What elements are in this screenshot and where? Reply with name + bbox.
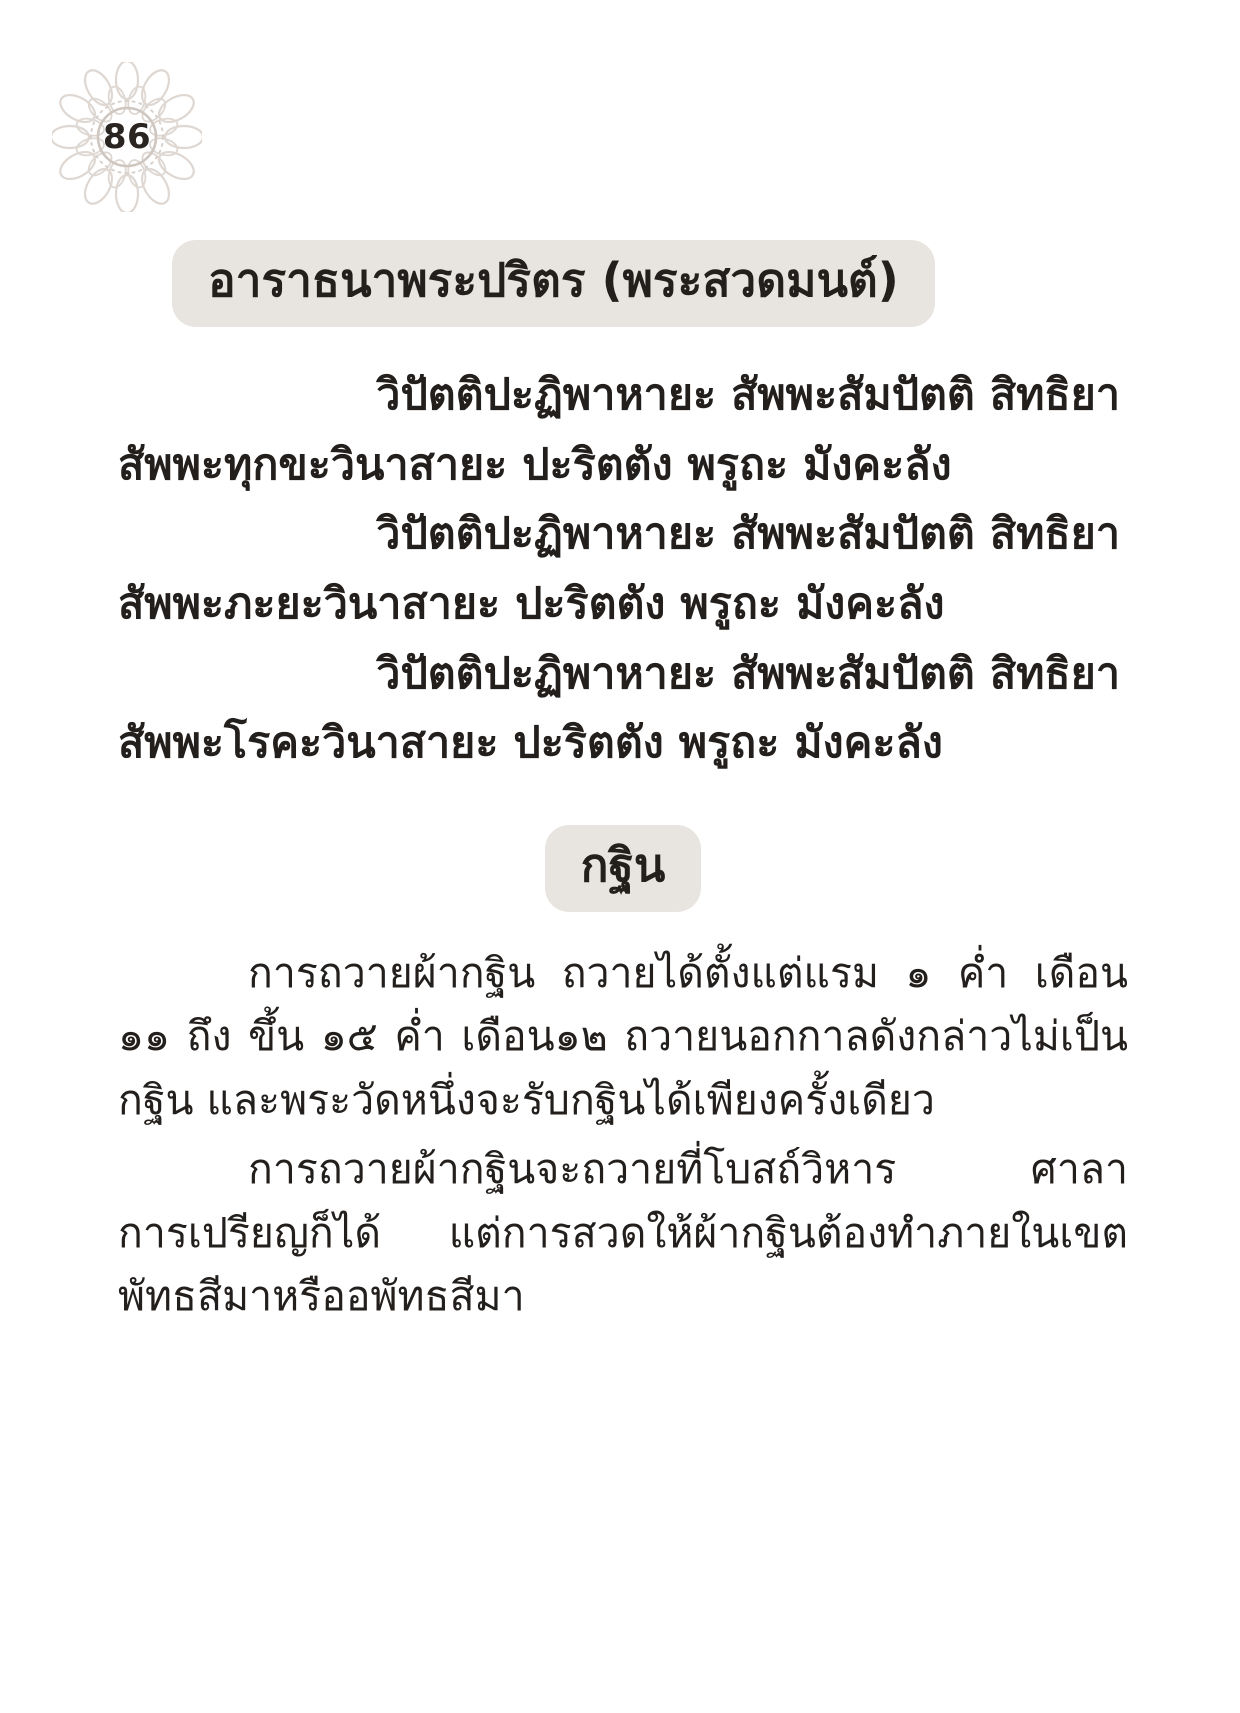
kathin-body [118, 942, 1128, 1329]
section-heading-araathana: อาราธนาพระปริตร (พระสวดมนต์) [172, 240, 935, 327]
section-spacer [118, 779, 1128, 825]
paragraph: การถวายผ้ากฐิน ถวายได้ตั้งแต่แรม ๑ ค่ำ เดือน ๑๑ ถึง ขึ้น ๑๕ ค่ำ เดือน๑๒ ถวายนอกกาลดังกล่าวไม่เป็นกฐิน และพระวัดหนึ่งจะรับกฐินได้เพียงครั้งเดียว [118, 948, 1128, 1124]
page-number-ornament [52, 62, 202, 212]
chant-block [118, 361, 1128, 779]
page-content [118, 240, 1128, 1329]
section-heading-row-2 [118, 825, 1128, 912]
chant-line: วิปัตติปะฏิพาหายะ สัพพะสัมปัตติ สิทธิยา [376, 369, 1120, 420]
section-heading-kathin: กฐิน [545, 825, 702, 912]
page-number: 86 [102, 117, 152, 157]
section-heading-row-1 [118, 240, 1128, 327]
paragraph: การถวายผ้ากฐินจะถวายที่โบสถ์วิหาร ศาลาการเปรียญก็ได้ แต่การสวดให้ผ้ากฐินต้องทำภายในเขตพัทธสีมาหรืออพัทธสีมา [118, 1145, 1128, 1321]
chant-line: วิปัตติปะฏิพาหายะ สัพพะสัมปัตติ สิทธิยา [376, 648, 1120, 699]
chant-line: สัพพะโรคะวินาสายะ ปะริตตัง พรูถะ มังคะลัง [118, 718, 943, 769]
chant-line: สัพพะทุกขะวินาสายะ ปะริตตัง พรูถะ มังคะลัง [118, 439, 952, 490]
chant-line: สัพพะภะยะวินาสายะ ปะริตตัง พรูถะ มังคะลัง [118, 578, 945, 629]
chant-line: วิปัตติปะฏิพาหายะ สัพพะสัมปัตติ สิทธิยา [376, 509, 1120, 560]
